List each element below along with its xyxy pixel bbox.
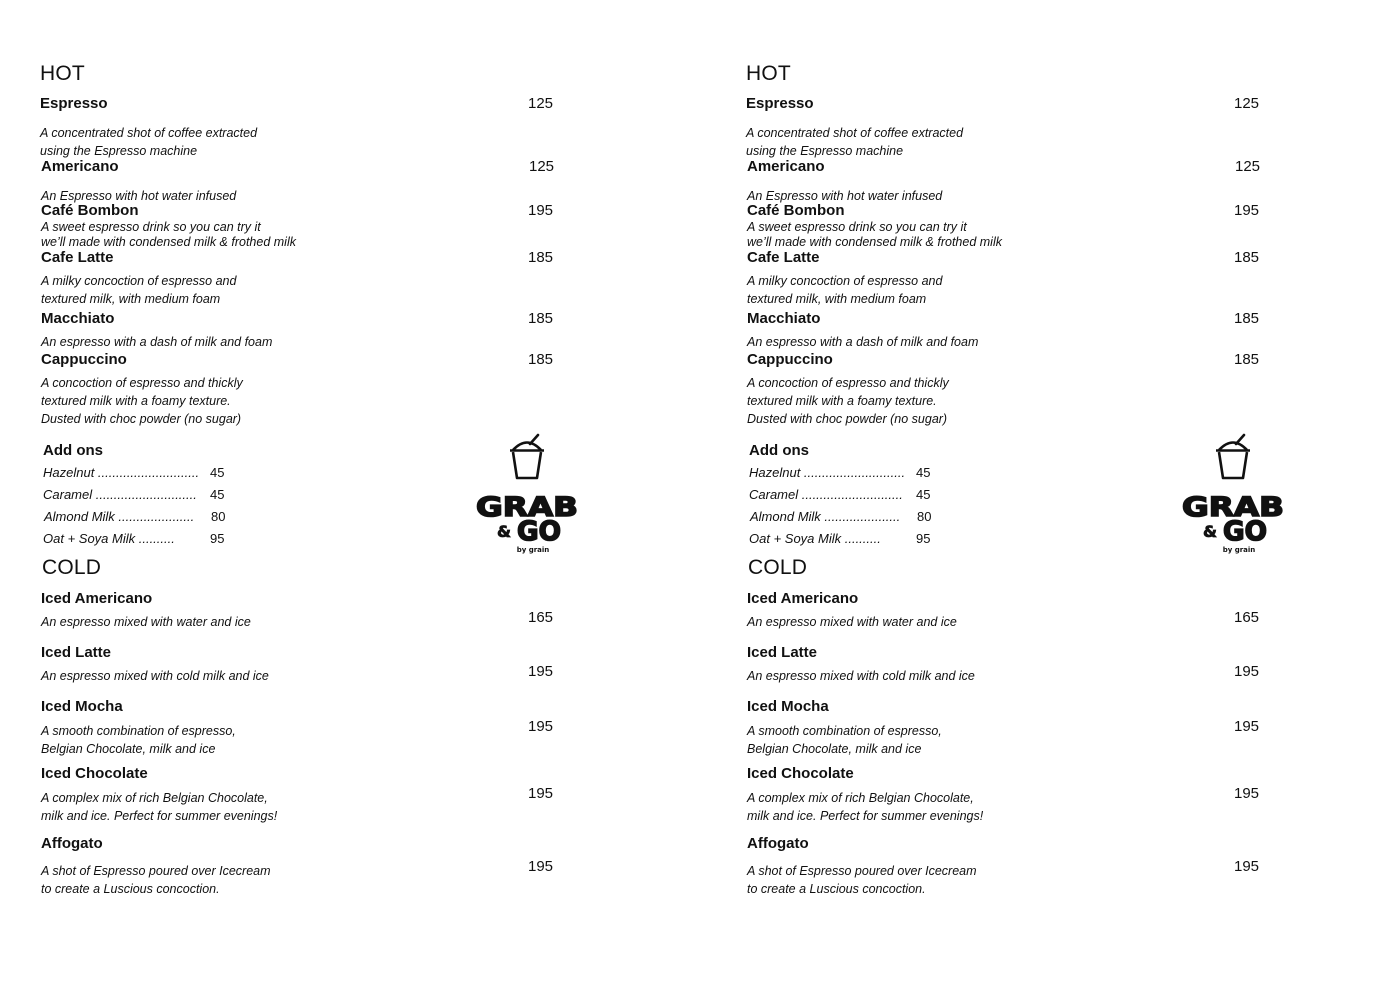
description-line: Dusted with choc powder (no sugar) [41,412,242,426]
addon-name: Caramel ............................ [43,487,197,502]
description-line: textured milk, with medium foam [747,292,927,306]
menu-item-name: Affogato [747,835,809,852]
menu-item-price: 125 [1235,158,1261,175]
menu-item-name: Cafe Latte [747,249,820,266]
description-line: to create a Luscious concoction. [747,882,926,896]
menu-item-description [747,862,977,898]
addons-title: Add ons [43,442,103,459]
menu-item-description [747,613,957,631]
description-line: A concentrated shot of coffee extracted [40,126,258,140]
menu-item-description [747,272,942,308]
menu-item-price: 195 [528,785,554,802]
menu-item-price: 185 [1234,351,1260,368]
menu-item-description [41,374,243,428]
menu-item-description [747,333,978,351]
addon-price: 95 [210,531,225,546]
addon-row [43,487,225,502]
logo-graphic [1178,433,1288,558]
section-title-cold: COLD [42,556,102,579]
addon-row [749,465,931,480]
addon-name: Oat + Soya Milk .......... [749,531,881,546]
logo-wordmark-go: GO [517,516,561,547]
description-line: A shot of Espresso poured over Icecream [747,864,977,878]
addon-row [43,465,225,480]
addon-price: 45 [916,465,931,480]
logo-wordmark-go: GO [1223,516,1267,547]
description-line: textured milk, with medium foam [41,292,221,306]
menu-item-description [41,722,236,758]
menu-item-price: 195 [1234,202,1260,219]
description-line: Belgian Chocolate, milk and ice [747,742,922,756]
menu-item-price: 195 [1234,718,1260,735]
menu-item-name: Iced Chocolate [747,765,854,782]
description-line: An espresso with a dash of milk and foam [41,335,273,349]
iced-drink-cup-icon [510,435,544,478]
menu-item-price: 195 [1234,858,1260,875]
logo-wordmark-grab: GRAB [476,492,578,523]
description-line: to create a Luscious concoction. [41,882,220,896]
description-line: An espresso mixed with water and ice [747,615,957,629]
description-line: A complex mix of rich Belgian Chocolate, [747,791,974,805]
description-line: A smooth combination of espresso, [41,724,236,738]
menu-item-description [41,220,296,250]
section-title-cold: COLD [748,556,808,579]
addon-name: Hazelnut ............................ [43,465,200,480]
menu-item-name: Iced Chocolate [41,765,148,782]
menu-item-description [747,220,1002,250]
menu-item-name: Iced Mocha [747,698,829,715]
menu-item-name: Iced Americano [41,590,153,607]
menu-item-name: Americano [747,158,825,175]
menu-item-name: Café Bombon [41,202,139,219]
description-line: A shot of Espresso poured over Icecream [41,864,271,878]
addon-price: 80 [917,509,932,524]
menu-item-price: 165 [1234,609,1260,626]
grab-and-go-logo [1178,433,1288,558]
description-line: A sweet espresso drink so you can try it [41,220,261,234]
description-line: A smooth combination of espresso, [747,724,942,738]
logo-ampersand: & [1203,522,1217,541]
menu-item-description [747,789,983,825]
menu-item-price: 195 [528,202,554,219]
menu-item-price: 185 [1234,310,1260,327]
addon-name: Hazelnut ............................ [749,465,906,480]
description-line: An espresso mixed with water and ice [41,615,251,629]
section-title-hot: HOT [40,62,85,85]
description-line: we’ll made with condensed milk & frothed milk [41,235,296,249]
menu-item-description [41,862,271,898]
grab-and-go-logo [472,433,582,558]
menu-item-price: 185 [528,310,554,327]
menu-item-description [40,124,257,160]
description-line: A milky concoction of espresso and [41,274,237,288]
addon-name: Almond Milk ..................... [750,509,901,524]
description-line: textured milk with a foamy texture. [747,394,937,408]
description-line: we’ll made with condensed milk & frothed milk [747,235,1002,249]
menu-item-name: Espresso [746,95,814,112]
addon-price: 45 [916,487,931,502]
menu-item-price: 125 [529,158,555,175]
description-line: A concentrated shot of coffee extracted [746,126,964,140]
menu-item-price: 125 [1234,95,1260,112]
addon-name: Caramel ............................ [749,487,903,502]
addon-row [749,531,931,546]
addon-price: 45 [210,465,225,480]
addon-row [749,487,931,502]
description-line: An Espresso with hot water infused [41,189,237,203]
addon-price: 95 [916,531,931,546]
menu-item-name: Macchiato [747,310,821,327]
menu-item-description [41,613,251,631]
menu-item-price: 185 [528,351,554,368]
logo-ampersand: & [497,522,511,541]
section-title-hot: HOT [746,62,791,85]
menu-item-description [41,789,277,825]
description-line: textured milk with a foamy texture. [41,394,231,408]
addon-price: 80 [211,509,226,524]
menu-item-name: Café Bombon [747,202,845,219]
addons-title: Add ons [749,442,809,459]
menu-item-description [41,667,269,685]
menu-item-name: Iced Americano [747,590,859,607]
menu-item-description [41,272,236,308]
description-line: A sweet espresso drink so you can try it [747,220,967,234]
menu-item-price: 195 [528,858,554,875]
menu-item-name: Iced Latte [41,644,112,661]
menu-item-description [746,124,963,160]
menu-item-name: Iced Latte [747,644,818,661]
logo-tagline: by grain [1222,546,1256,554]
addon-row [750,509,932,524]
menu-page-right [706,0,1400,990]
menu-item-price: 125 [528,95,554,112]
description-line: A complex mix of rich Belgian Chocolate, [41,791,268,805]
addon-price: 45 [210,487,225,502]
menu-item-price: 195 [528,718,554,735]
menu-item-description [41,333,272,351]
menu-item-price: 185 [1234,249,1260,266]
description-line: A milky concoction of espresso and [747,274,943,288]
menu-item-name: Espresso [40,95,108,112]
addon-row [44,509,226,524]
logo-wordmark-grab: GRAB [1182,492,1284,523]
menu-item-description [747,667,975,685]
menu-item-name: Macchiato [41,310,115,327]
menu-item-price: 165 [528,609,554,626]
addon-row [43,531,225,546]
addon-name: Oat + Soya Milk .......... [43,531,175,546]
menu-item-description [747,374,949,428]
logo-tagline: by grain [516,546,550,554]
menu-item-price: 195 [1234,663,1260,680]
description-line: Belgian Chocolate, milk and ice [41,742,216,756]
description-line: using the Espresso machine [746,144,904,158]
description-line: An espresso mixed with cold milk and ice [747,669,975,683]
menu-item-price: 195 [528,663,554,680]
description-line: A concoction of espresso and thickly [747,376,949,390]
description-line: Dusted with choc powder (no sugar) [747,412,948,426]
menu-item-price: 195 [1234,785,1260,802]
description-line: milk and ice. Perfect for summer evenings! [41,809,278,823]
logo-graphic [472,433,582,558]
menu-item-name: Cappuccino [41,351,127,368]
menu-item-name: Cafe Latte [41,249,114,266]
iced-drink-cup-icon [1216,435,1250,478]
description-line: An espresso mixed with cold milk and ice [41,669,269,683]
menu-item-description [747,722,942,758]
menu-item-name: Affogato [41,835,103,852]
description-line: An espresso with a dash of milk and foam [747,335,979,349]
menu-item-name: Americano [41,158,119,175]
menu-item-name: Iced Mocha [41,698,123,715]
menu-item-price: 185 [528,249,554,266]
addon-name: Almond Milk ..................... [44,509,195,524]
description-line: milk and ice. Perfect for summer evenings! [747,809,984,823]
description-line: A concoction of espresso and thickly [41,376,243,390]
menu-item-name: Cappuccino [747,351,833,368]
description-line: using the Espresso machine [40,144,198,158]
description-line: An Espresso with hot water infused [747,189,943,203]
